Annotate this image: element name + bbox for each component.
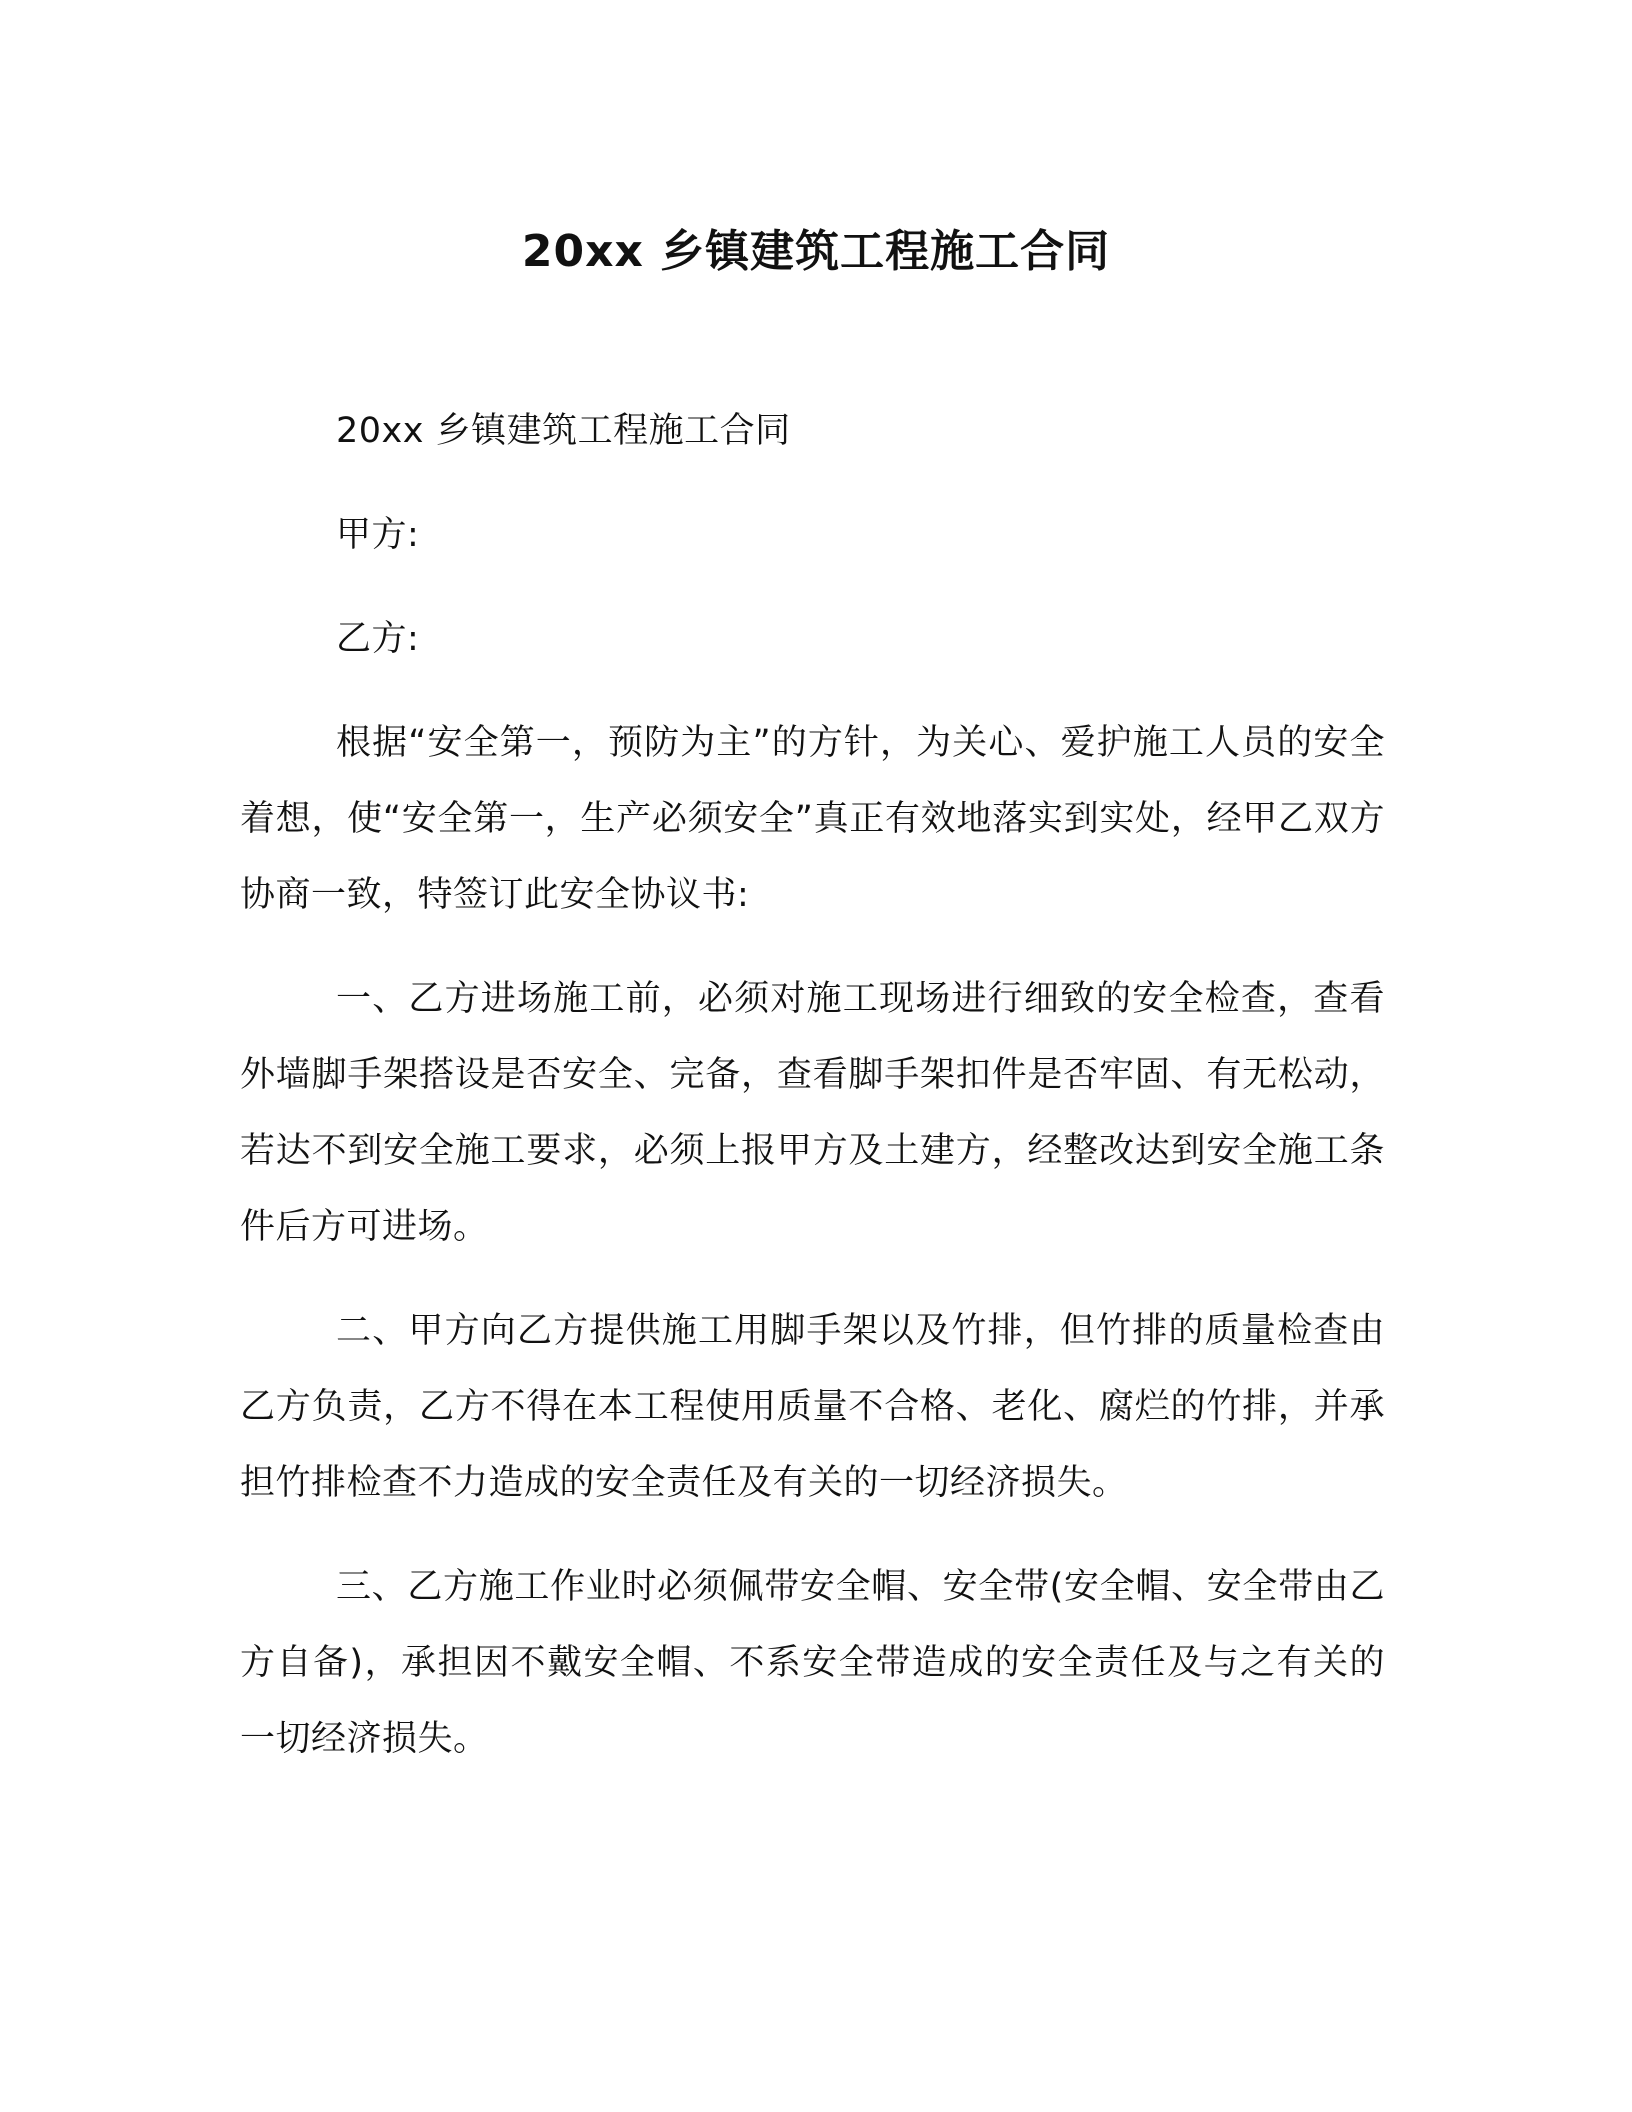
document-body (240, 393, 1385, 1805)
document-title: 20xx 乡镇建筑工程施工合同 (521, 226, 1111, 277)
clause-3-paragraph: 三、乙方施工作业时必须佩带安全帽、安全带(安全帽、安全带由乙方自备)，承担因不戴安全帽、不系安全带造成的安全责任及与之有关的一切经济损失。 (240, 1567, 1385, 1759)
party-b-label: 乙方: (336, 619, 420, 659)
party-a-label: 甲方: (336, 515, 420, 555)
clause-2-paragraph: 二、甲方向乙方提供施工用脚手架以及竹排，但竹排的质量检查由乙方负责，乙方不得在本工程使用质量不合格、老化、腐烂的竹排，并承担竹排检查不力造成的安全责任及有关的一切经济损失。 (240, 1311, 1385, 1503)
intro-paragraph: 根据“安全第一，预防为主”的方针，为关心、爱护施工人员的安全着想，使“安全第一，生产必须安全”真正有效地落实到实处，经甲乙双方协商一致，特签订此安全协议书: (240, 723, 1385, 915)
contract-subtitle: 20xx 乡镇建筑工程施工合同 (336, 411, 791, 451)
clause-1-paragraph: 一、乙方进场施工前，必须对施工现场进行细致的安全检查，查看外墙脚手架搭设是否安全、完备，查看脚手架扣件是否牢固、有无松动，若达不到安全施工要求，必须上报甲方及土建方，经整改达到安全施工条件后方可进场。 (240, 979, 1385, 1247)
